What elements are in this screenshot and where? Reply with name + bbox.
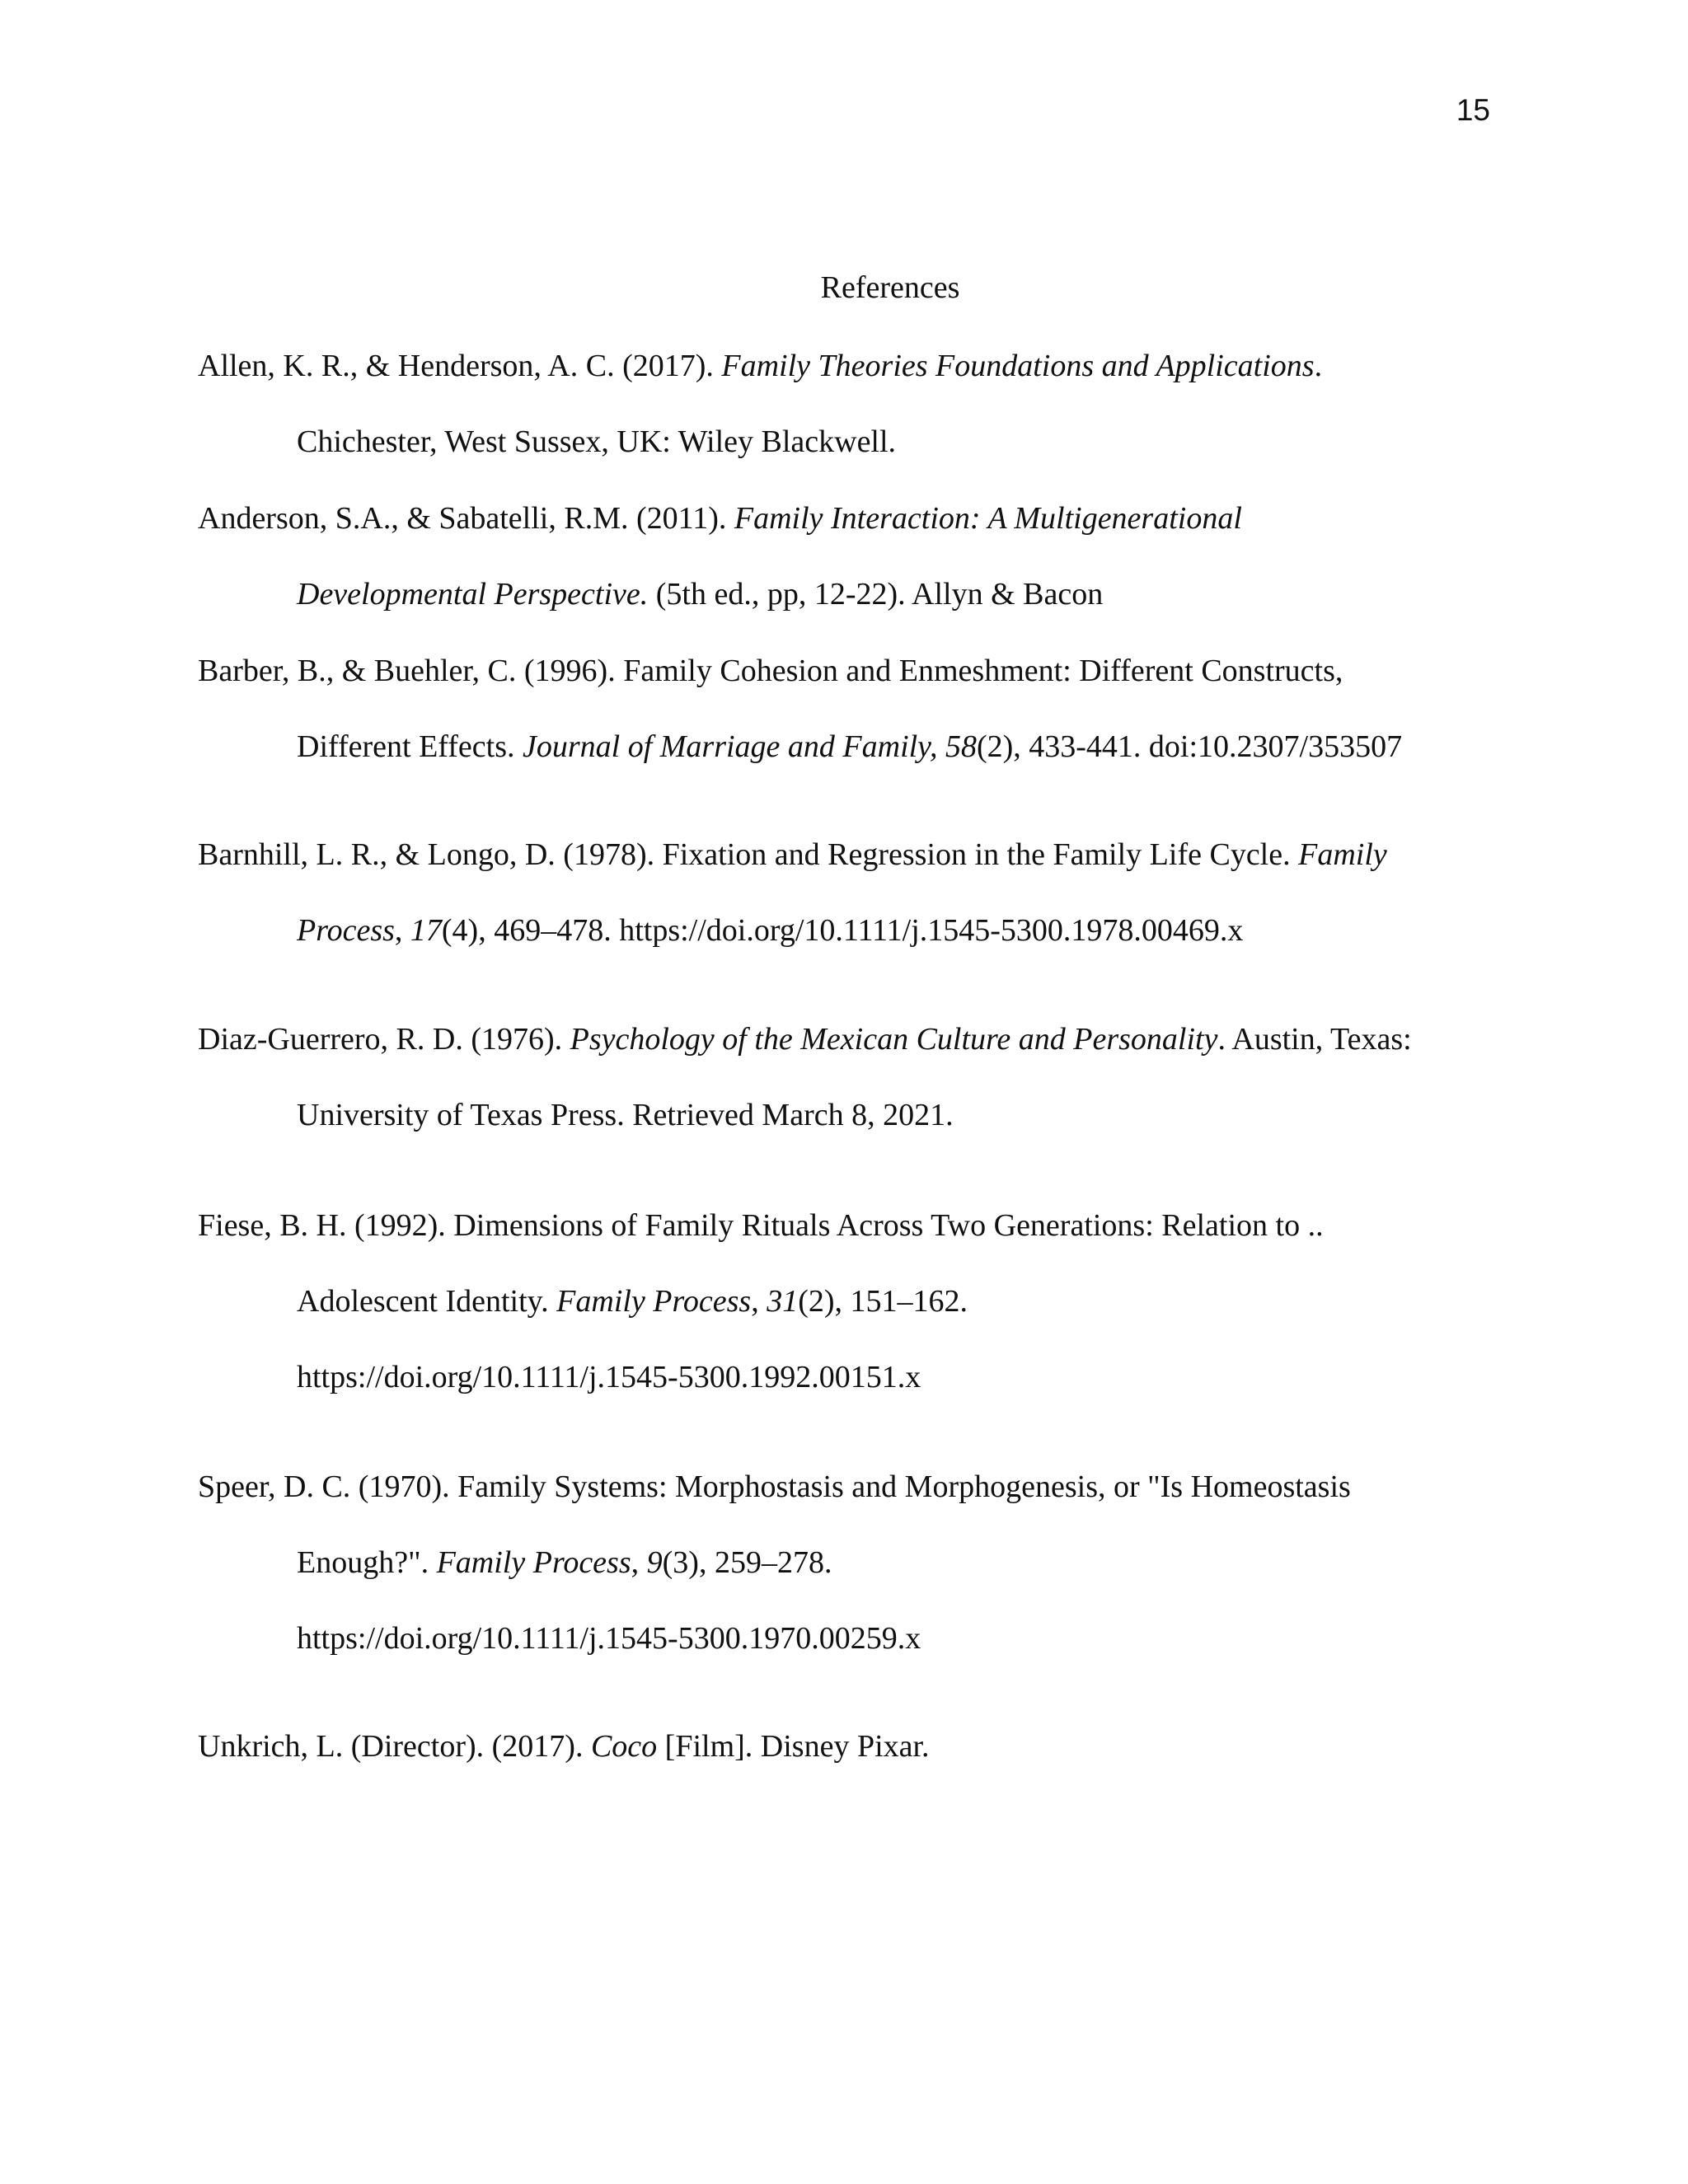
reference-text: (2), 151–162.: [798, 1284, 968, 1319]
reference-journal-italic: Journal of Marriage and Family, 58: [522, 729, 977, 764]
reference-journal-italic: Family Process: [556, 1284, 752, 1319]
reference-text: [Film]. Disney Pixar.: [657, 1729, 930, 1764]
reference-line: [198, 731, 1500, 807]
reference-line: [198, 1099, 1500, 1175]
reference-fiese: [198, 1210, 1500, 1437]
reference-line: [198, 1471, 1500, 1547]
reference-doi: https://doi.org/10.1111/j.1545-5300.1992.00151.x: [297, 1360, 921, 1394]
reference-journal-italic: Family: [1298, 837, 1387, 872]
reference-line: [198, 1210, 1500, 1286]
reference-title-italic: Coco: [590, 1729, 658, 1764]
reference-line: [198, 1547, 1500, 1623]
reference-journal-italic: Family Process: [436, 1545, 631, 1580]
reference-text: ,: [631, 1545, 647, 1580]
reference-text: Unkrich, L. (Director). (2017).: [198, 1729, 591, 1764]
reference-text: ,: [751, 1284, 767, 1319]
reference-title-italic: Psychology of the Mexican Culture and Personality: [570, 1022, 1218, 1057]
reference-text: (4), 469–478. https://doi.org/10.1111/j.1545-5300.1978.00469.x: [441, 913, 1244, 948]
reference-text: (5th ed., pp, 12-22). Allyn & Bacon: [648, 577, 1104, 612]
reference-barnhill: [198, 839, 1500, 991]
reference-title-italic: Developmental Perspective.: [297, 577, 649, 612]
reference-line: [198, 426, 1500, 502]
reference-speer: [198, 1471, 1500, 1699]
reference-line: [198, 1361, 1500, 1437]
reference-text: Enough?".: [297, 1545, 437, 1580]
reference-text: (3), 259–278.: [662, 1545, 832, 1580]
reference-text: Fiese, B. H. (1992). Dimensions of Family Rituals Across Two Generations: Relation to ..: [198, 1208, 1324, 1243]
reference-journal-italic: Process: [297, 913, 395, 948]
reference-text: Barnhill, L. R., & Longo, D. (1978). Fixation and Regression in the Family Life Cycle.: [198, 837, 1299, 872]
reference-line: [198, 1623, 1500, 1699]
reference-text: Anderson, S.A., & Sabatelli, R.M. (2011).: [198, 501, 734, 536]
reference-text: University of Texas Press. Retrieved March 8, 2021.: [297, 1098, 954, 1132]
reference-diaz-guerrero: [198, 1024, 1500, 1175]
reference-text: Diaz-Guerrero, R. D. (1976).: [198, 1022, 570, 1057]
reference-title-italic: Family Theories Foundations and Applications: [721, 349, 1315, 383]
reference-text: (2), 433-441. doi:10.2307/353507: [976, 729, 1403, 764]
reference-text: Adolescent Identity.: [297, 1284, 557, 1319]
reference-line: [198, 655, 1500, 731]
reference-line: [198, 1286, 1500, 1361]
references-title: References: [820, 270, 960, 305]
reference-text: Speer, D. C. (1970). Family Systems: Morphostasis and Morphogenesis, or "Is Homeostasis: [198, 1469, 1351, 1504]
reference-unkrich: [198, 1731, 1500, 1807]
reference-line: [198, 579, 1500, 654]
reference-line: [198, 350, 1500, 426]
reference-text: . Austin, Texas:: [1217, 1022, 1412, 1057]
reference-line: [198, 1024, 1500, 1099]
reference-title-italic: Family Interaction: A Multigenerational: [734, 501, 1242, 536]
reference-text: ,: [394, 913, 410, 948]
reference-doi: https://doi.org/10.1111/j.1545-5300.1970.00259.x: [297, 1621, 921, 1656]
reference-allen: [198, 350, 1500, 502]
reference-text: .: [1314, 349, 1323, 383]
reference-barber: [198, 655, 1500, 807]
reference-text: Allen, K. R., & Henderson, A. C. (2017).: [198, 349, 722, 383]
reference-text: Chichester, West Sussex, UK: Wiley Blackwell.: [297, 424, 897, 459]
reference-line: [198, 503, 1500, 579]
reference-text: Barber, B., & Buehler, C. (1996). Family Cohesion and Enmeshment: Different Constructs,: [198, 654, 1343, 688]
reference-volume-italic: 17: [410, 913, 442, 948]
reference-anderson: [198, 503, 1500, 654]
page-number: 15: [1456, 93, 1490, 127]
reference-line: [198, 1731, 1500, 1807]
reference-line: [198, 839, 1500, 915]
reference-text: Different Effects.: [297, 729, 523, 764]
reference-volume-italic: 9: [646, 1545, 663, 1580]
reference-volume-italic: 31: [767, 1284, 799, 1319]
reference-line: [198, 915, 1500, 991]
